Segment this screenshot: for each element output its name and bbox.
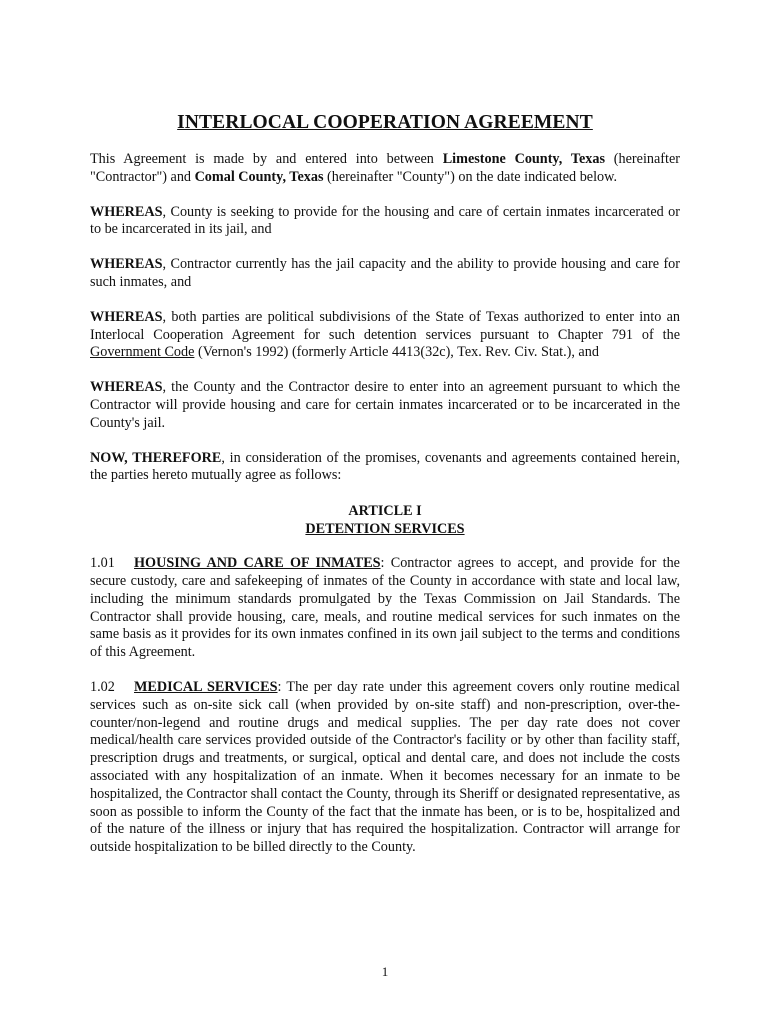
intro-text-1: This Agreement is made by and entered into between [90, 151, 443, 167]
therefore-label: NOW, THEREFORE [90, 449, 222, 466]
section-1-01 [90, 555, 680, 662]
whereas-label: WHEREAS [90, 256, 163, 273]
therefore-text: , in consideration of the promises, covenants and agreements contained herein, the parties hereto mutually agree as follows: [90, 449, 680, 484]
section-number: 1.01 [90, 555, 115, 572]
section-title: HOUSING AND CARE OF INMATES [134, 555, 381, 572]
section-1-02 [90, 679, 680, 857]
contractor-name: Limestone County, Texas [442, 151, 605, 167]
whereas-text: (Vernon's 1992) (formerly Article 4413(32c), Tex. Rev. Civ. Stat.), and [194, 344, 599, 361]
section-number: 1.02 [90, 678, 115, 695]
whereas-text: , the County and the Contractor desire to enter into an agreement pursuant to which the Contractor will provide housing and care for certain inmates incarcerated or to be incarcerated in the County's jail. [90, 379, 680, 431]
intro-text-2: (hereinafter "Contractor") and [90, 151, 680, 185]
section-text: : The per day rate under this agreement covers only routine medical services such as on-site sick call (when provided by on-site staff) and non-prescription, over-the-counter/non-legend and routine drugs and medical supplies. The per day rate does not cover medical/health care services provided outside of the Contractor's facility or by other than facility staff, prescription drugs and treatments, or surgical, optical and dental care, and does not include the costs associated with any hospitalization of an inmate. When it becomes necessary for an inmate to be hospitalized, the Contractor shall contact the County, through its Sheriff or designated representative, as soon as possible to inform the County of the fact that the inmate has been, or is to be, hospitalized and of the nature of the illness or injury that has required the hospitalization. Contractor will arrange for outside hospitalization to be billed directly to the County. [90, 678, 680, 856]
article-heading-block [90, 502, 680, 538]
whereas-text: , County is seeking to provide for the housing and care of certain inmates incarcerated or to be incarcerated in its jail, and [90, 203, 680, 238]
document-body [90, 112, 680, 874]
intro-paragraph [90, 151, 680, 187]
therefore-paragraph [90, 450, 680, 486]
intro-text-3: (hereinafter "County") on the date indicated below. [323, 168, 617, 185]
whereas-paragraph-1 [90, 204, 680, 240]
whereas-text: , Contractor currently has the jail capacity and the ability to provide housing and care for such inmates, and [90, 256, 680, 290]
article-number: ARTICLE I [348, 503, 422, 520]
article-title: DETENTION SERVICES [305, 521, 465, 538]
section-text: : Contractor agrees to accept, and provide for the secure custody, care and safekeeping of inmates of the County in accordance with state and local law, including the minimum standards promulgated by the Texas Commission on Jail Standards. The Contractor shall provide housing, care, meals, and routine medical services for such inmates on the same basis as it provides for its own inmates confined in its own jail subject to the terms and conditions of this Agreement. [90, 555, 680, 661]
whereas-paragraph-3 [90, 309, 680, 362]
page-number: 1 [381, 964, 389, 979]
document-title: INTERLOCAL COOPERATION AGREEMENT [177, 112, 593, 133]
section-title: MEDICAL SERVICES [134, 678, 278, 695]
county-name: Comal County, Texas [194, 168, 324, 185]
whereas-paragraph-2 [90, 256, 680, 292]
whereas-label: WHEREAS [90, 379, 163, 396]
whereas-text: , both parties are political subdivisions of the State of Texas authorized to enter into an Interlocal Cooperation Agreement for such detention services pursuant to Chapter 791 of the [90, 308, 680, 343]
government-code-reference: Government Code [90, 344, 195, 361]
whereas-paragraph-4 [90, 379, 680, 432]
whereas-label: WHEREAS [90, 203, 163, 220]
whereas-label: WHEREAS [90, 308, 163, 325]
